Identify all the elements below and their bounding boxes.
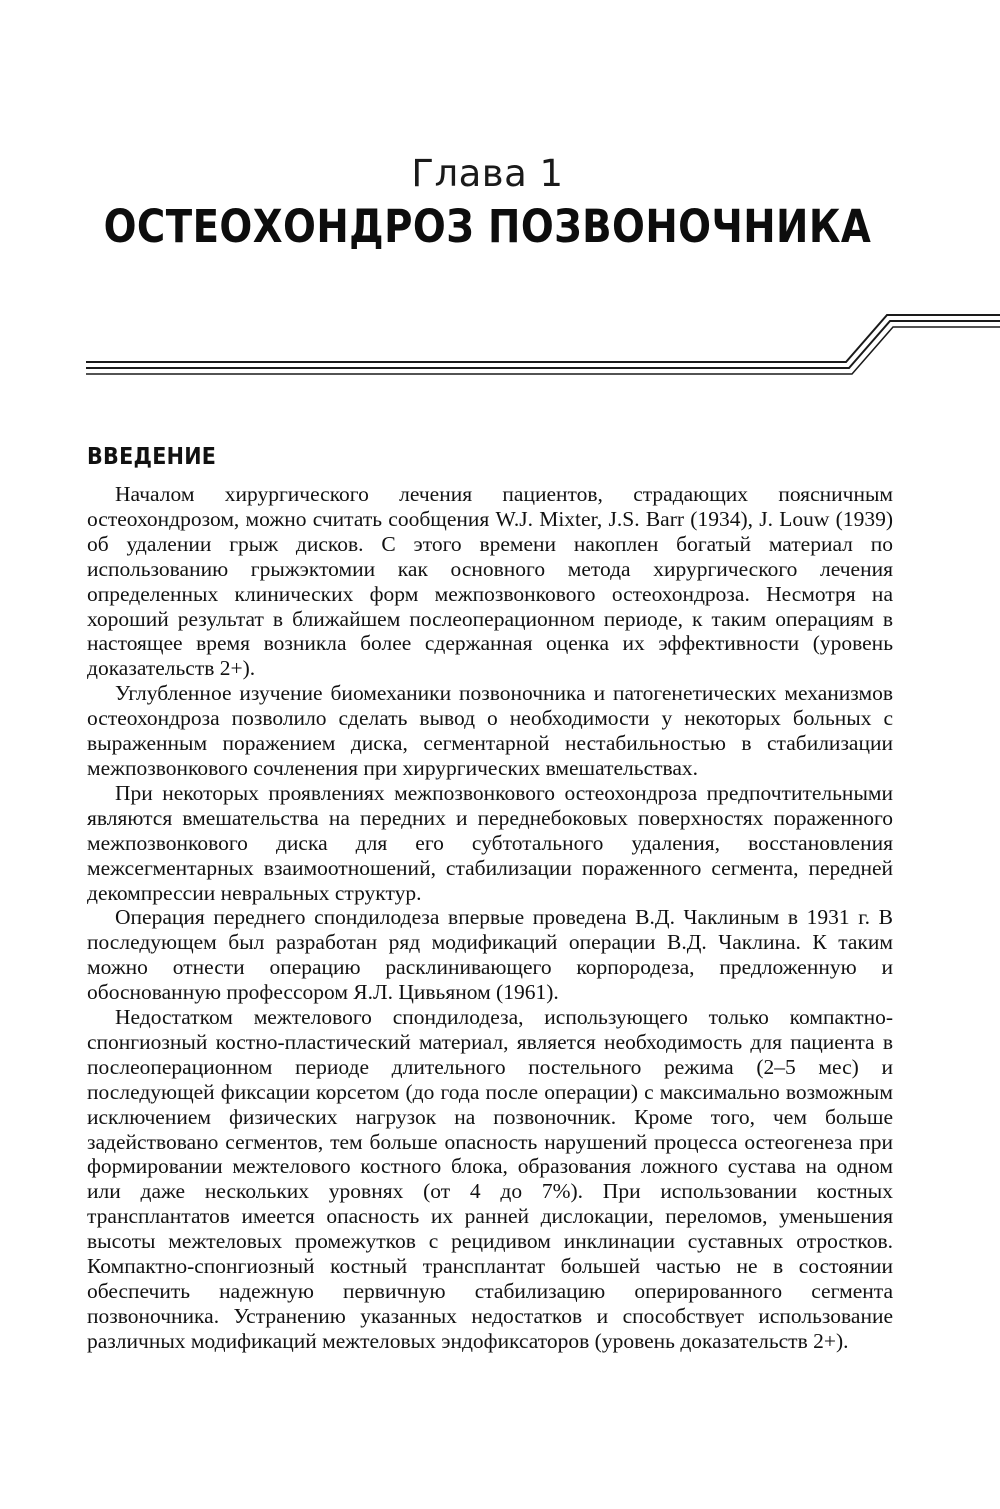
paragraph: Операция переднего спондилодеза впервые проведена В.Д. Чаклиным в 1931 г. В последующем был разработан ряд модификаций операции В.Д. Чаклина. К таким можно отнести операцию расклинивающего корпородеза, предложенную и обоснованную профессором Я.Л. Цивьяном (1961). <box>87 905 893 1005</box>
paragraph: Началом хирургического лечения пациентов, страдающих поясничным остеохондрозом, можно считать сообщения W.J. Mixter, J.S. Barr (1934), J. Louw (1939) об удалении грыж дисков. С этого времени накоплен богатый материал по использованию грыжэктомии как основного метода хирургического лечения определенных клинических форм межпозвонкового остеохондроза. Несмотря на хороший результат в ближайшем послеоперационном периоде, к таким операциям в настоящее время возникла более сдержанная оценка их эффективности (уровень доказательств 2+). <box>87 482 893 681</box>
chapter-title: ОСТЕОХОНДРОЗ ПОЗВОНОЧНИКА <box>103 200 872 253</box>
body-text <box>87 482 893 1354</box>
chapter-divider-rule <box>0 300 1000 380</box>
paragraph: Недостатком межтелового спондилодеза, использующего только компактно-спонгиозный костно-пластический материал, является необходимость для пациента в послеоперационном периоде длительного постельного режима (2–5 мес) и последующей фиксации корсетом (до года после операции) с максимально возможным исключением физических нагрузок на позвоночник. Кроме того, чем больше задействовано сегментов, тем больше опасность нарушений процесса остеогенеза при формировании межтелового костного блока, образования ложного сустава на одном или даже нескольких уровнях (от 4 до 7%). При использовании костных трансплантатов имеется опасность их ранней дислокации, переломов, уменьшения высоты межтеловых промежутков с рецидивом инклинации суставных отростков. Компактно-спонгиозный костный трансплантат большей частью не в состоянии обеспечить надежную первичную стабилизацию оперированного сегмента позвоночника. Устранению указанных недостатков и способствует использование различных модификаций межтеловых эндофиксаторов (уровень доказательств 2+). <box>87 1005 893 1353</box>
section-heading: ВВЕДЕНИЕ <box>87 444 217 470</box>
paragraph: При некоторых проявлениях межпозвонкового остеохондроза предпочтительными являются вмешательства на передних и переднебоковых поверхностях пораженного межпозвонкового диска для его субтотального удаления, восстановления межсегментарных взаимоотношений, стабилизации пораженного сегмента, передней декомпрессии невральных структур. <box>87 780 893 905</box>
chapter-label: Глава 1 <box>411 152 564 195</box>
paragraph: Углубленное изучение биомеханики позвоночника и патогенетических механизмов остеохондроза позволило сделать вывод о необходимости у некоторых больных с выраженным поражением диска, сегментарной нестабильностью в стабилизации межпозвонкового сочленения при хирургических вмешательствах. <box>87 681 893 780</box>
